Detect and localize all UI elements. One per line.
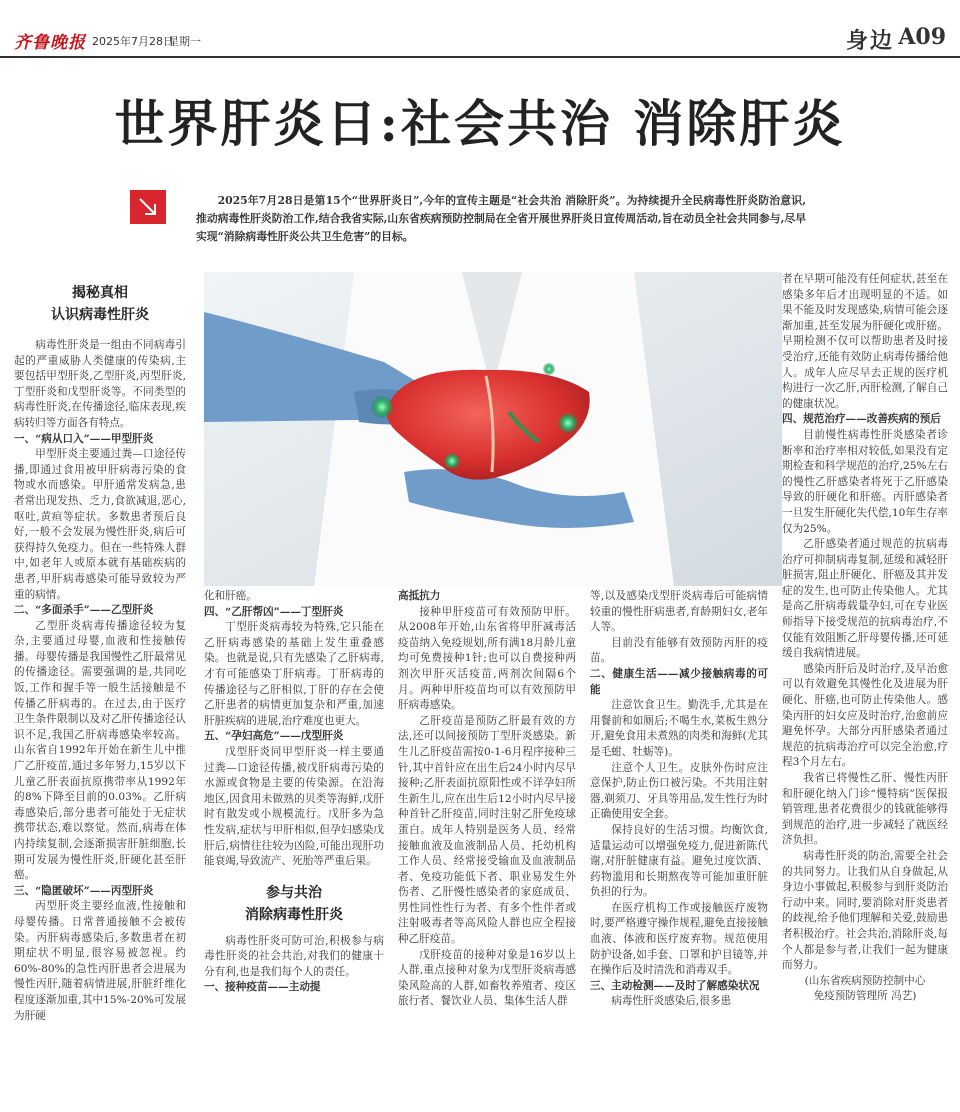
- issue-weekday: 星期一: [168, 35, 201, 48]
- paragraph: 注意饮食卫生。勤洗手,尤其是在用餐前和如厕后;不喝生水,菜板生熟分开,避免食用未煮熟的肉类和海鲜(尤其是毛蚶、牡蛎等)。: [590, 699, 768, 758]
- credit-line-1: (山东省疾病预防控制中心: [804, 974, 926, 987]
- subheading: 三、“隐匿破坏”——丙型肝炎: [14, 884, 154, 897]
- paragraph: 丙型肝炎主要经血液,性接触和母婴传播。日常普通接触不会被传染。丙肝病毒感染后,多数患者在初期症状不明显,很容易被忽视。约60%-80%的急性丙肝患者会进展为慢性丙肝,随着病情进展,肝脏纤维化程度逐渐加重,其中15%-20%可发展为肝硬: [14, 900, 186, 1022]
- paragraph: 我省已将慢性乙肝、慢性丙肝和肝硬化纳入门诊“慢特病”医保报销管理,患者花费很少的钱就能够得到规范的治疗,进一步减轻了就医经济负担。: [782, 772, 948, 847]
- article-column-1: [14, 282, 186, 1024]
- masthead: [0, 0, 960, 58]
- paragraph: 甲型肝炎主要通过粪—口途径传播,即通过食用被甲肝病毒污染的食物或水而感染。甲肝通常发病急,患者常出现发热、乏力,食欲减退,恶心,呕吐,黄疸等症状。多数患者预后良好,一般不会发展为慢性肝炎,病后可获得持久免疫力。但在一些特殊人群中,如老年人或原本就有基础疾病的患者,甲肝病毒感染可能导致较为严重的病情。: [14, 448, 186, 601]
- subheading: 二、健康生活——减少接触病毒的可能: [590, 667, 768, 696]
- heading-line-2: 认识病毒性肝炎: [51, 307, 149, 323]
- section-heading: [204, 882, 384, 926]
- subheading: 高抵抗力: [398, 590, 441, 602]
- subheading: 二、“多面杀手”——乙型肝炎: [14, 604, 154, 617]
- paragraph: 保持良好的生活习惯。均衡饮食,适量运动可以增强免疫力,促进新陈代谢,对肝脏健康有益。避免过度饮酒、药物滥用和长期熬夜等可能加重肝脏负担的行为。: [590, 823, 768, 899]
- heading-line-1: 参与共治: [266, 884, 322, 901]
- paragraph: 等,以及感染戊型肝炎病毒后可能病情较重的慢性肝病患者,育龄期妇女,老年人等。: [590, 590, 768, 634]
- paragraph: 者在早期可能没有任何症状,甚至在感染多年后才出现明显的不适。如果不能及时发现感染,病情可能会逐渐加重,甚至发展为肝硬化或肝癌。早期检测不仅可以帮助患者及时接受治疗,还能有效防止病毒传播给他人。成年人应尽早去正规的医疗机构进行一次乙肝,丙肝检测,了解自己的健康状况。: [782, 273, 948, 410]
- credit-line-2: 免疫预防管理所 冯艺): [813, 990, 917, 1003]
- paragraph: 目前没有能够有效预防丙肝的疫苗。: [590, 636, 768, 665]
- paragraph: 戊肝疫苗的接种对象是16岁以上人群,重点接种对象为戊型肝炎病毒感染风险高的人群,如畜牧养殖者、疫区旅行者、餐饮业人员、集体生活人群: [398, 948, 576, 1008]
- article-column-5: [782, 272, 948, 1005]
- newspaper-logo: 齐鲁晚报: [14, 33, 86, 53]
- paragraph: 病毒性肝炎是一组由不同病毒引起的严重威胁人类健康的传染病,主要包括甲型肝炎,乙型肝炎,丙型肝炎,丁型肝炎和戊型肝炎等。不同类型的病毒性肝炎,在传播途径,临床表现,疾病转归等方面各有特点。: [14, 339, 186, 429]
- paragraph: 病毒性肝炎的防治,需要全社会的共同努力。让我们从自身做起,从身边小事做起,积极参与到肝炎防治行动中来。同时,要消除对肝炎患者的歧视,给予他们理解和关爱,鼓励患者积极治疗。社会共治,消除肝炎,每个人都是参与者,让我们一起为健康而努力。: [782, 849, 948, 972]
- paragraph: 病毒性肝炎感染后,很多患: [611, 995, 732, 1008]
- article-column-3: [398, 589, 576, 1010]
- article-column-2: [204, 589, 384, 996]
- subheading: 一、“病从口入”——甲型肝炎: [14, 432, 154, 445]
- paragraph: 在医疗机构工作或接触医疗废物时,要严格遵守操作规程,避免直接接触血液、体液和医疗废弃物。规范使用防护设备,如手套、口罩和护目镜等,并在操作后及时清洗和消毒双手。: [590, 901, 768, 977]
- paragraph: 感染丙肝后及时治疗,及早治愈可以有效避免其慢性化及进展为肝硬化、肝癌,也可防止传染他人。感染丙肝的妇女应及时治疗,治愈前应避免怀孕。大部分丙肝感染者通过规范的抗病毒治疗可以完全治愈,疗程3个月左右。: [782, 662, 948, 769]
- arrow-icon: [130, 190, 166, 224]
- paragraph: 乙肝疫苗是预防乙肝最有效的方法,还可以间接预防丁型肝炎感染。新生儿乙肝疫苗需按0-1-6月程序接种三针,其中首针应在出生后24小时内尽早接种;乙肝表面抗原阳性或不详孕妇所生新生儿,应在出生后12小时内尽早接种首针乙肝疫苗,同时注射乙肝免疫球蛋白。成年人特别是医务人员、经常接触血液及血液制品人员、托幼机构工作人员、经常接受输血及血液制品者、免疫功能低下者、职业易发生外伤者、乙肝慢性感染者的家庭成员、男性同性性行为者、有多个性伴者或注射吸毒者等高风险人群也应全程接种乙肝疫苗。: [398, 714, 576, 946]
- heading-line-2: 消除病毒性肝炎: [245, 906, 343, 923]
- article-column-4: [590, 589, 768, 1010]
- paragraph: 病毒性肝炎可防可治,积极参与病毒性肝炎的社会共治,对我们的健康十分有利,也是我们每个人的责任。: [204, 934, 384, 978]
- section-name: 身边: [845, 28, 894, 54]
- hero-photo: [204, 272, 782, 586]
- issue-date: 2025年7月28日: [92, 35, 174, 48]
- paragraph: 目前慢性病毒性肝炎感染者诊断率和治疗率相对较低,如果没有定期检查和科学规范的治疗,25%左右的慢性乙肝感染者将死于乙肝感染导致的肝硬化和肝癌。丙肝感染者一旦发生肝硬化失代偿,10年生存率仅为25%。: [782, 428, 948, 535]
- section-heading: [14, 282, 186, 326]
- page-number: A09: [898, 24, 946, 50]
- headline: 世界肝炎日:社会共治 消除肝炎: [114, 94, 846, 153]
- paragraph: 戊型肝炎同甲型肝炎一样主要通过粪—口途径传播,被戊肝病毒污染的水源或食物是主要的传染源。在沿海地区,因食用未做熟的贝类等海鲜,戊肝时有散发或小规模流行。戊肝多为急性发病,症状与甲肝相似,但孕妇感染戊肝后,病情往往较为凶险,可能出现肝功能衰竭,导致流产、死胎等严重后果。: [204, 745, 384, 868]
- subheading: 五、“孕妇高危”——戊型肝炎: [204, 730, 344, 743]
- subheading: 四、“乙肝帮凶”——丁型肝炎: [204, 605, 344, 618]
- subheading: 四、规范治疗——改善疾病的预后: [782, 413, 941, 426]
- heading-line-1: 揭秘真相: [72, 285, 128, 301]
- paragraph: 注意个人卫生。皮肤外伤时应注意保护,防止伤口被污染。不共用注射器,剃须刀、牙具等用品,发生性行为时正确使用安全套。: [590, 761, 768, 821]
- subheading: 一、接种疫苗——主动提: [204, 981, 321, 994]
- lead-paragraph: 2025年7月28日是第15个“世界肝炎日”,今年的宣传主题是“社会共治 消除肝炎”。为持续提升全民病毒性肝炎防治意识,推动病毒性肝炎防治工作,结合我省实际,山东省疾病预防控制局在全省开展世界肝炎日宣传周活动,旨在动员全社会共同参与,尽早实现“消除病毒性肝炎公共卫生危害”的目标。: [196, 194, 806, 243]
- liver-illustration: [204, 272, 782, 586]
- paragraph: 接种甲肝疫苗可有效预防甲肝。从2008年开始,山东省将甲肝减毒活疫苗纳入免疫规划,所有满18月龄儿童均可免费接种1针;也可以自费接种两剂次甲肝灭活疫苗,两剂次间隔6个月。两种甲肝疫苗均可以有效预防甲肝病毒感染。: [398, 605, 576, 712]
- paragraph: 丁型肝炎病毒较为特殊,它只能在乙肝病毒感染的基础上发生重叠感染。也就是说,只有先感染了乙肝病毒,才有可能感染丁肝病毒。丁肝病毒的传播途径与乙肝相似,丁肝的存在会使乙肝患者的病情更加复杂和严重,加速肝脏疾病的进展,治疗难度也更大。: [204, 621, 384, 727]
- paragraph: 乙型肝炎病毒传播途径较为复杂,主要通过母婴,血液和性接触传播。母婴传播是我国慢性乙肝最常见的传播途径。需要强调的是,共同吃饭,工作和握手等一般生活接触是不传播乙肝病毒的。在过去,由于医疗卫生条件限制以及对乙肝传播途径认识不足,我国乙肝病毒感染率较高。山东省自1992年开始在新生儿中推广乙肝疫苗,通过多年努力,15岁以下儿童乙肝表面抗原携带率从1992年的8%下降至目前的0.03%。乙肝病毒感染后,部分患者可能处于无症状携带状态,难以察觉。然而,病毒在体内持续复制,会逐渐损害肝脏细胞,长期可发展为慢性肝炎,肝硬化甚至肝癌。: [14, 619, 186, 882]
- paragraph: 化和肝癌。: [204, 590, 257, 602]
- author-credit: [782, 974, 948, 1005]
- subheading: 三、主动检测——及时了解感染状况: [590, 979, 760, 992]
- paragraph: 乙肝感染者通过规范的抗病毒治疗可抑制病毒复制,延缓和减轻肝脏损害,阻止肝硬化、肝癌及其并发症的发生,也可防止传染他人。尤其是高乙肝病毒载量孕妇,可在专业医师指导下接受规范的抗病毒治疗,不仅能有效阻断乙肝母婴传播,还可延缓自我病情进展。: [782, 538, 948, 660]
